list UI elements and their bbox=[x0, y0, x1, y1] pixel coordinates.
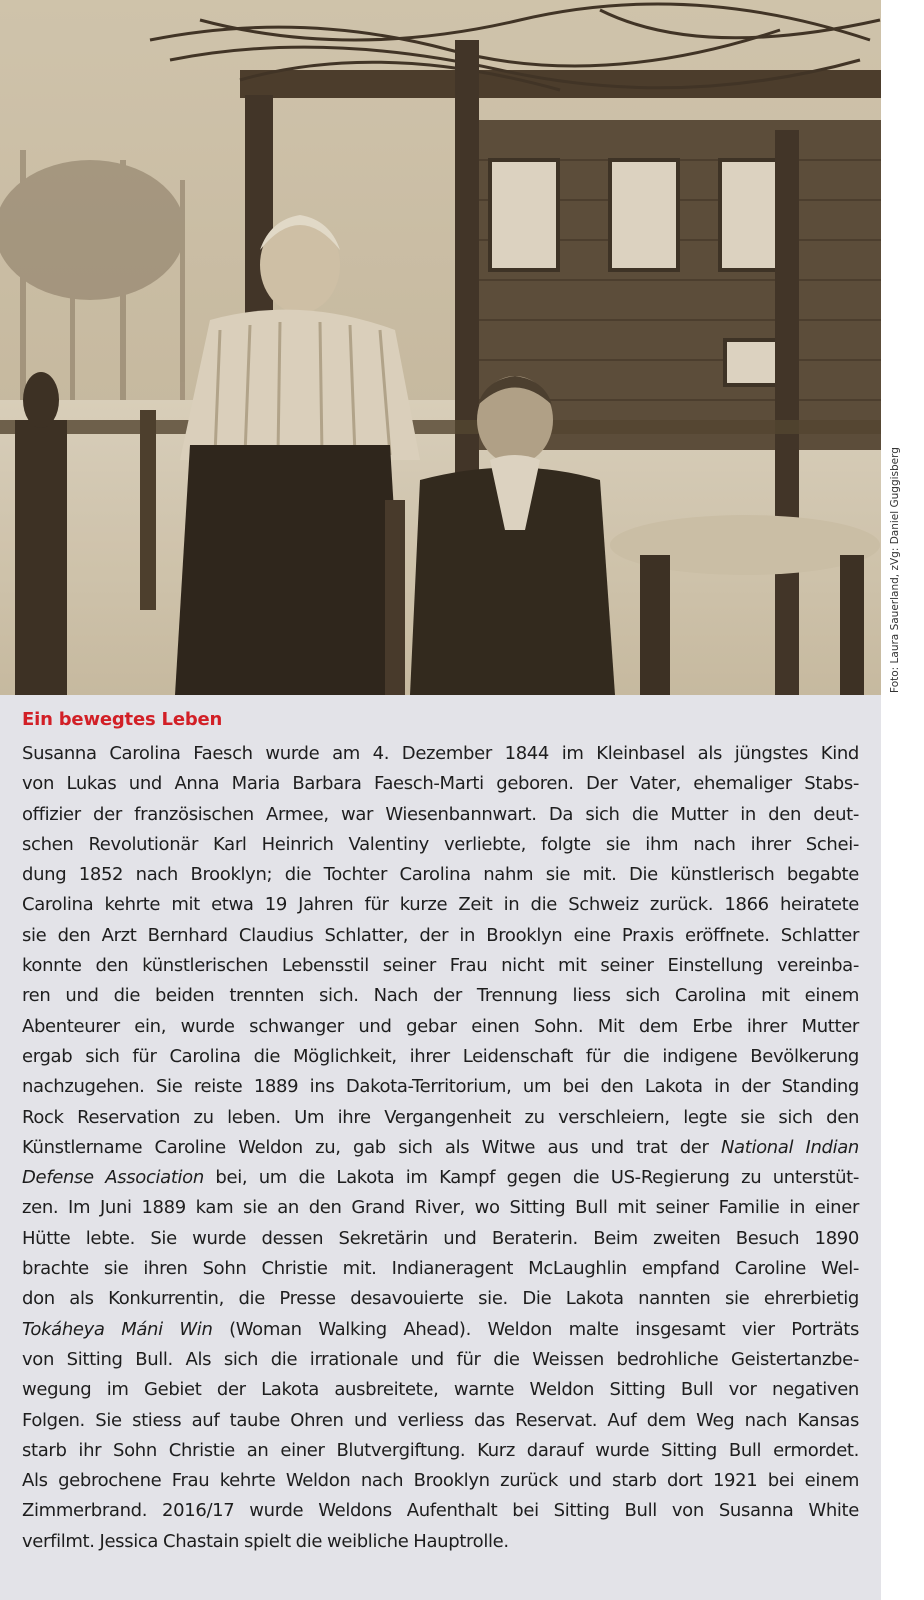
article-line: von Lukas und Anna Maria Barbara Faesch-Marti geboren. Der Vater, ehemaliger Stabs- bbox=[22, 773, 859, 795]
article-line: schen Revolutionär Karl Heinrich Valentiny verliebte, folgte sie ihm nach ihrer Schei- bbox=[22, 833, 859, 855]
article-line: Abenteurer ein, wurde schwanger und gebar einen Sohn. Mit dem Erbe ihrer Mutter bbox=[22, 1015, 859, 1037]
article-line: Susanna Carolina Faesch wurde am 4. Dezember 1844 im Kleinbasel als jüngstes Kind bbox=[22, 743, 859, 764]
article-line: wegung im Gebiet der Lakota ausbreitete, warnte Weldon Sitting Bull vor negativen bbox=[22, 1379, 859, 1401]
article-line: brachte sie ihren Sohn Christie mit. Indianeragent McLaughlin empfand Caroline Wel- bbox=[22, 1258, 859, 1280]
photo-credit: Foto: Laura Sauerland, zVg: Daniel Guggisberg bbox=[889, 447, 901, 693]
article-line: Rock Reservation zu leben. Um ihre Vergangenheit zu verschleiern, legte sie sich den bbox=[22, 1106, 859, 1128]
article-line: Folgen. Sie stiess auf taube Ohren und verliess das Reservat. Auf dem Weg nach Kansas bbox=[22, 1409, 859, 1431]
article-text: Künstlername Caroline Weldon zu, gab sich als Witwe aus und trat der bbox=[22, 1136, 721, 1158]
article-line: ren und die beiden trennten sich. Nach der Trennung liess sich Carolina mit einem bbox=[22, 985, 859, 1007]
article-line: Carolina kehrte mit etwa 19 Jahren für kurze Zeit in die Schweiz zurück. 1866 heiratete bbox=[22, 894, 859, 916]
article-line: dung 1852 nach Brooklyn; die Tochter Carolina nahm sie mit. Die künstlerisch begabte bbox=[22, 864, 859, 886]
article-line: sie den Arzt Bernhard Claudius Schlatter, der in Brooklyn eine Praxis eröffnete. Schlatter bbox=[22, 924, 859, 946]
article-line: nachzugehen. Sie reiste 1889 ins Dakota-Territorium, um bei den Lakota in der Standing bbox=[22, 1076, 859, 1098]
article-text: bei, um die Lakota im Kampf gegen die US-Regierung zu unterstüt- bbox=[203, 1167, 859, 1189]
article-line: zen. Im Juni 1889 kam sie an den Grand River, wo Sitting Bull mit seiner Familie in einer bbox=[22, 1197, 859, 1219]
article-line bbox=[22, 1315, 859, 1345]
article-line: konnte den künstlerischen Lebensstil seiner Frau nicht mit seiner Einstellung vereinba- bbox=[22, 955, 859, 977]
article-line: don als Konkurrentin, die Presse desavouierte sie. Die Lakota nannten sie ehrerbietig bbox=[22, 1288, 859, 1310]
article-box bbox=[0, 695, 881, 1600]
photo-illustration bbox=[0, 0, 881, 695]
article-emphasis: Defense Association bbox=[22, 1167, 204, 1189]
photo-tone bbox=[0, 0, 881, 695]
article-line: verfilmt. Jessica Chastain spielt die weibliche Hauptrolle. bbox=[22, 1530, 509, 1552]
article-body bbox=[22, 739, 859, 1557]
article-line: Zimmerbrand. 2016/17 wurde Weldons Aufenthalt bei Sitting Bull von Susanna White bbox=[22, 1500, 859, 1522]
article-emphasis: National Indian bbox=[720, 1136, 859, 1158]
article-line: ergab sich für Carolina die Möglichkeit, ihrer Leidenschaft für die indigene Bevölkerung bbox=[22, 1045, 859, 1067]
article-heading: Ein bewegtes Leben bbox=[22, 709, 223, 730]
article-line: Hütte lebte. Sie wurde dessen Sekretärin und Beraterin. Beim zweiten Besuch 1890 bbox=[22, 1227, 859, 1249]
article-text: (Woman Walking Ahead). Weldon malte insgesamt vier Porträts bbox=[212, 1318, 859, 1340]
article-line: offizier der französischen Armee, war Wiesenbannwart. Da sich die Mutter in den deut- bbox=[22, 803, 859, 825]
historical-photo bbox=[0, 0, 881, 695]
article-line bbox=[22, 1133, 859, 1163]
article-line: Als gebrochene Frau kehrte Weldon nach Brooklyn zurück und starb dort 1921 bei einem bbox=[22, 1470, 859, 1492]
article-line: starb ihr Sohn Christie an einer Blutvergiftung. Kurz darauf wurde Sitting Bull ermordet. bbox=[22, 1439, 859, 1461]
article-line bbox=[22, 1163, 859, 1193]
article-line: von Sitting Bull. Als sich die irrationale und für die Weissen bedrohliche Geistertanzbe- bbox=[22, 1348, 859, 1370]
article-emphasis: Tokáheya Máni Win bbox=[22, 1318, 213, 1340]
